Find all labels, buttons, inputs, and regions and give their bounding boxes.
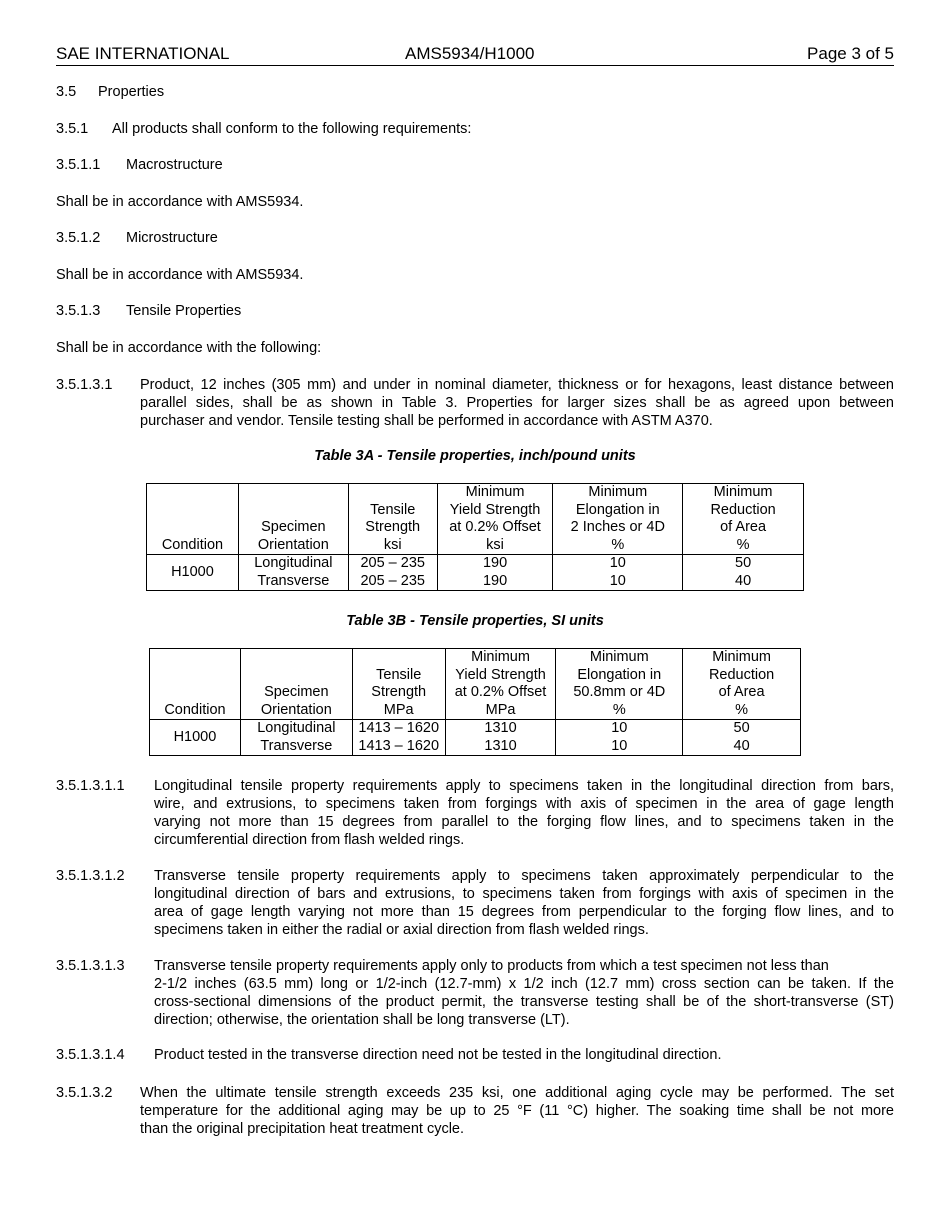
header-cell-orientation: Specimen Orientation: [238, 484, 348, 555]
paragraph-line: area of gage length varying not more than 15 degrees from perpendicular to the forging flow lines, and to: [154, 904, 894, 920]
paragraph-line: direction; otherwise, the orientation shall be long transverse (LT).: [154, 1012, 570, 1028]
orientation-cell: Longitudinal Transverse: [240, 720, 352, 756]
section-3-5-1-3-1-4-text: Product tested in the transverse direction need not be tested in the longitudinal direction.: [154, 1047, 722, 1063]
paragraph-line: cross-sectional dimensions of the product permit, the transverse testing shall be of the short-transverse (ST): [154, 994, 894, 1010]
section-3-5-1-2-body: Shall be in accordance with AMS5934.: [56, 267, 304, 283]
paragraph-line: temperature for the additional aging may be up to 25 °F (11 °C) higher. The soaking time shall be not more: [140, 1103, 894, 1119]
header-cell-reduction: Minimum Reduction of Area %: [683, 484, 804, 555]
tensile-cell: 205 – 235 205 – 235: [348, 555, 437, 591]
paragraph-line: 2-1/2 inches (63.5 mm) long or 1/2-inch (12.7-mm) x 1/2 inch (12.7 mm) cross section can be taken. If the: [154, 976, 894, 992]
paragraph-line: longitudinal direction of bars and extrusions, to specimens taken from forgings with axis of specimen in the: [154, 886, 894, 902]
header-cell-orientation: Specimen Orientation: [240, 649, 352, 720]
reduction-cell: 50 40: [683, 555, 804, 591]
condition-cell: H1000: [147, 555, 239, 591]
section-3-5-1-3-1-paragraph: [140, 376, 894, 430]
paragraph-line: When the ultimate tensile strength exceeds 235 ksi, one additional aging cycle may be performed. The set: [140, 1085, 894, 1101]
section-3-5-1-3-1-2-number: 3.5.1.3.1.2: [56, 868, 125, 884]
reduction-cell: 50 40: [683, 720, 801, 756]
header-cell-elongation: Minimum Elongation in 50.8mm or 4D %: [556, 649, 683, 720]
elongation-cell: 10 10: [556, 720, 683, 756]
section-3-5-1-1-body: Shall be in accordance with AMS5934.: [56, 194, 304, 210]
section-3-5-1-3-1-3-number: 3.5.1.3.1.3: [56, 958, 125, 974]
paragraph-line: than the original precipitation heat treatment cycle.: [140, 1121, 465, 1137]
section-3-5-1-3-1-1-number: 3.5.1.3.1.1: [56, 778, 125, 794]
section-3-5-1-3-1-number: 3.5.1.3.1: [56, 377, 113, 393]
paragraph-line: Longitudinal tensile property requirements apply to specimens taken in the longitudinal direction from bars,: [154, 778, 894, 794]
table-row: [147, 555, 804, 591]
yield-cell: 190 190: [437, 555, 553, 591]
section-3-5-1-2-title: Microstructure: [126, 230, 218, 246]
paragraph-line: Transverse tensile property requirements apply only to products from which a test specimen not less than: [154, 958, 829, 974]
table-row: [150, 720, 801, 756]
header-org: SAE INTERNATIONAL: [56, 44, 230, 63]
header-doc-id: AMS5934/H1000: [405, 44, 535, 63]
table-3a: [146, 483, 804, 591]
header-cell-condition: Condition: [150, 649, 241, 720]
section-3-5-1-3-1-3-paragraph: [154, 957, 894, 1029]
table-3b: [149, 648, 801, 756]
section-3-5-1-text: All products shall conform to the following requirements:: [112, 121, 472, 137]
paragraph-line: Product, 12 inches (305 mm) and under in nominal diameter, thickness or for hexagons, least distance between: [140, 377, 894, 393]
header-cell-yield: Minimum Yield Strength at 0.2% Offset ksi: [437, 484, 553, 555]
header-cell-elongation: Minimum Elongation in 2 Inches or 4D %: [553, 484, 683, 555]
header-cell-condition: Condition: [147, 484, 239, 555]
orientation-cell: Longitudinal Transverse: [238, 555, 348, 591]
section-3-5-1-number: 3.5.1: [56, 121, 89, 137]
table-header-row: [150, 649, 801, 720]
paragraph-line: Transverse tensile property requirements apply to specimens taken approximately perpendicular to the: [154, 868, 894, 884]
section-3-5-1-1-number: 3.5.1.1: [56, 157, 101, 173]
table-header-row: [147, 484, 804, 555]
yield-cell: 1310 1310: [445, 720, 556, 756]
header-cell-reduction: Minimum Reduction of Area %: [683, 649, 801, 720]
table-3a-caption: Table 3A - Tensile properties, inch/pound units: [314, 448, 636, 464]
section-3-5-1-1-title: Macrostructure: [126, 157, 223, 173]
paragraph-line: varying not more than 15 degrees from parallel to the forging flow lines, and to specimens taken in the: [154, 814, 894, 830]
section-3-5-1-3-2-number: 3.5.1.3.2: [56, 1085, 113, 1101]
section-3-5-1-3-1-2-paragraph: [154, 867, 894, 939]
header-cell-tensile: Tensile Strength ksi: [348, 484, 437, 555]
section-3-5-1-3-number: 3.5.1.3: [56, 303, 101, 319]
section-3-5-1-3-body: Shall be in accordance with the following:: [56, 340, 322, 356]
elongation-cell: 10 10: [553, 555, 683, 591]
paragraph-line: specimens taken in either the radial or axial direction from flash welded rings.: [154, 922, 649, 938]
paragraph-line: wire, and extrusions, to specimens taken from forgings with axis of specimen in the area of gage length: [154, 796, 894, 812]
section-3-5-1-3-2-paragraph: [140, 1084, 894, 1138]
paragraph-line: circumferential direction from flash welded rings.: [154, 832, 465, 848]
tensile-cell: 1413 – 1620 1413 – 1620: [352, 720, 445, 756]
table-3b-caption: Table 3B - Tensile properties, SI units: [346, 613, 604, 629]
section-3-5-number: 3.5: [56, 84, 77, 100]
condition-cell: H1000: [150, 720, 241, 756]
section-3-5-1-2-number: 3.5.1.2: [56, 230, 101, 246]
header-page-number: Page 3 of 5: [807, 44, 894, 63]
header-cell-tensile: Tensile Strength MPa: [352, 649, 445, 720]
page-header: [56, 44, 894, 66]
section-3-5-title: Properties: [98, 84, 165, 100]
paragraph-line: parallel sides, shall be as shown in Table 3. Properties for larger sizes shall be as agreed upon between: [140, 395, 894, 411]
paragraph-line: purchaser and vendor. Tensile testing shall be performed in accordance with ASTM A370.: [140, 413, 713, 429]
section-3-5-1-3-1-4-number: 3.5.1.3.1.4: [56, 1047, 125, 1063]
header-cell-yield: Minimum Yield Strength at 0.2% Offset MPa: [445, 649, 556, 720]
section-3-5-1-3-title: Tensile Properties: [126, 303, 242, 319]
section-3-5-1-3-1-1-paragraph: [154, 777, 894, 849]
